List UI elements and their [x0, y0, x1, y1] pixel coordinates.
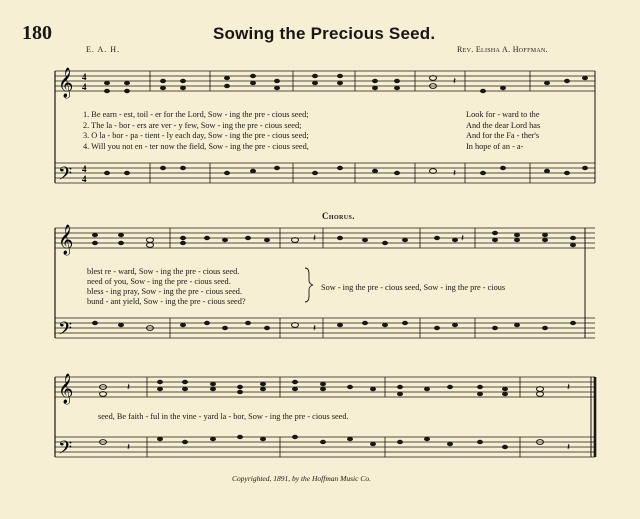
- svg-text:𝄽: 𝄽: [127, 442, 131, 453]
- svg-text:4: 4: [82, 82, 87, 92]
- copyright-notice: Copyrighted, 1891, by the Hoffman Music Co.: [232, 474, 371, 483]
- svg-text:4: 4: [82, 72, 87, 82]
- verse-brace: [305, 268, 313, 302]
- svg-text:𝄞: 𝄞: [58, 374, 74, 404]
- system-2-line-1: blest re - ward, Sow - ing the pre - cious seed.: [87, 267, 240, 276]
- verse-2-end: And the dear Lord has: [466, 120, 541, 130]
- svg-text:𝄞: 𝄞: [58, 68, 74, 98]
- svg-text:𝄽: 𝄽: [567, 442, 571, 453]
- svg-text:𝄽: 𝄽: [127, 382, 131, 393]
- lyricist-credit: Rev. Elisha A. Hoffman.: [457, 45, 548, 54]
- verse-3-end: And for the Fa - ther's: [466, 131, 540, 140]
- svg-text:𝄢: 𝄢: [58, 319, 73, 344]
- verse-1-end: Look for - ward to the: [466, 110, 540, 119]
- verse-4-line: 4. Will you not en - ter now the field, Sow - ing the pre - cious seed,: [83, 141, 309, 151]
- svg-text:𝄢: 𝄢: [58, 438, 73, 463]
- system-2-line-4: bund - ant yield, Sow - ing the pre - cious seed?: [87, 297, 246, 306]
- svg-text:𝄽: 𝄽: [313, 323, 317, 334]
- svg-text:4: 4: [82, 174, 87, 184]
- svg-text:𝄽: 𝄽: [453, 168, 457, 179]
- svg-text:𝄽: 𝄽: [313, 233, 317, 244]
- verse-3-line: 3. O la - bor - pa - tient - ly each day, Sow - ing the pre - cious seed;: [83, 131, 309, 140]
- chorus-label: Chorus.: [322, 211, 355, 221]
- hymn-title: Sowing the Precious Seed.: [213, 24, 436, 43]
- svg-text:𝄞: 𝄞: [58, 225, 74, 255]
- system-3-lyrics: seed, Be faith - ful in the vine - yard la - bor, Sow - ing the pre - cious seed.: [98, 412, 349, 421]
- verse-4-end: In hope of an - a-: [466, 141, 524, 151]
- verse-1-line: 1. Be earn - est, toil - er for the Lord, Sow - ing the pre - cious seed;: [83, 110, 309, 119]
- page-number: 180: [22, 22, 52, 44]
- composer-credit: E. A. H.: [86, 45, 120, 54]
- svg-text:4: 4: [82, 164, 87, 174]
- svg-text:𝄽: 𝄽: [453, 76, 457, 87]
- verse-2-line: 2. The la - bor - ers are ver - y few, Sow - ing the pre - cious seed;: [83, 120, 302, 130]
- svg-text:𝄽: 𝄽: [461, 233, 465, 244]
- svg-text:𝄽: 𝄽: [567, 382, 571, 393]
- chorus-lyric-line: Sow - ing the pre - cious seed, Sow - ing the pre - cious: [321, 283, 506, 292]
- system-2-line-2: need of you, Sow - ing the pre - cious seed.: [87, 277, 231, 286]
- svg-text:𝄢: 𝄢: [58, 164, 73, 189]
- system-2-line-3: bless - ing pray, Sow - ing the pre - cious seed.: [87, 287, 242, 296]
